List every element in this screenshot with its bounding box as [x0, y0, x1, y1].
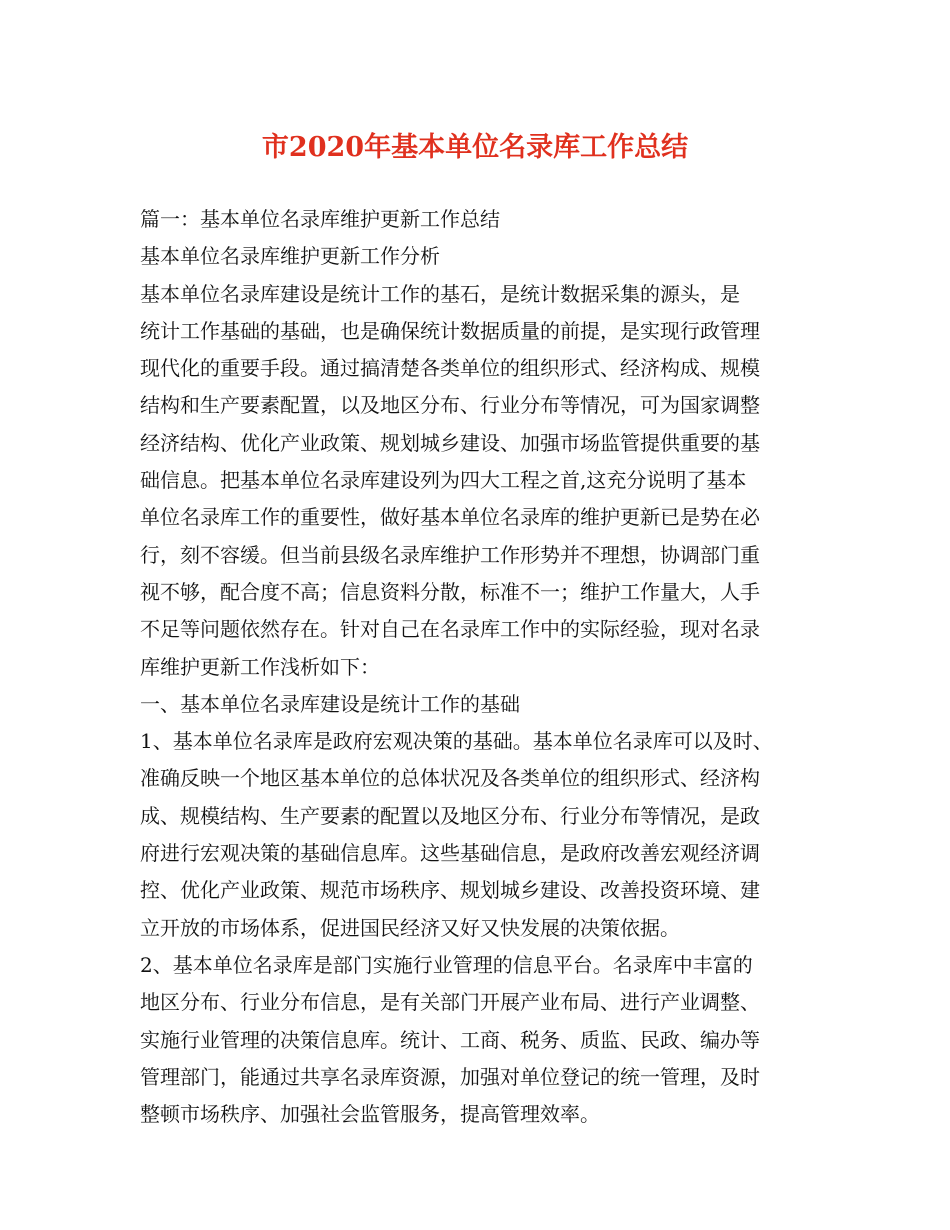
document-body [140, 201, 820, 1133]
body-line: 单位名录库工作的重要性，做好基本单位名录库的维护更新已是势在必 [140, 505, 760, 530]
body-line: 1、基本单位名录库是政府宏观决策的基础。基本单位名录库可以及时、 [140, 729, 773, 754]
body-line: 经济结构、优化产业政策、规划城乡建设、加强市场监管提供重要的基 [140, 430, 760, 455]
body-line: 地区分布、行业分布信息，是有关部门开展产业布局、进行产业调整、 [140, 990, 760, 1015]
body-line: 库维护更新工作浅析如下： [140, 654, 380, 679]
body-line: 整顿市场秩序、加强社会监管服务，提高管理效率。 [140, 1102, 600, 1127]
body-line: 管理部门，能通过共享名录库资源，加强对单位登记的统一管理，及时 [140, 1064, 760, 1089]
body-line: 2、基本单位名录库是部门实施行业管理的信息平台。名录库中丰富的 [140, 952, 753, 977]
body-line: 府进行宏观决策的基础信息库。这些基础信息，是政府改善宏观经济调 [140, 841, 760, 866]
body-line: 视不够，配合度不高；信息资料分散，标准不一；维护工作量大，人手 [140, 579, 760, 604]
body-line: 基本单位名录库维护更新工作分析 [140, 244, 440, 269]
document-title: 市2020年基本单位名录库工作总结 [261, 132, 689, 163]
body-line: 立开放的市场体系，促进国民经济又好又快发展的决策依据。 [140, 915, 680, 940]
body-line: 一、基本单位名录库建设是统计工作的基础 [140, 691, 520, 716]
body-line: 实施行业管理的决策信息库。统计、工商、税务、质监、民政、编办等 [140, 1027, 760, 1052]
body-line: 控、优化产业政策、规范市场秩序、规划城乡建设、改善投资环境、建 [140, 878, 760, 903]
body-line: 准确反映一个地区基本单位的总体状况及各类单位的组织形式、经济构 [140, 766, 760, 791]
body-line: 篇一：基本单位名录库维护更新工作总结 [140, 207, 500, 231]
body-line: 现代化的重要手段。通过搞清楚各类单位的组织形式、经济构成、规模 [140, 356, 760, 381]
body-line: 行，刻不容缓。但当前县级名录库维护工作形势并不理想，协调部门重 [140, 542, 760, 567]
body-line: 成、规模结构、生产要素的配置以及地区分布、行业分布等情况，是政 [140, 803, 760, 828]
body-line: 础信息。把基本单位名录库建设列为四大工程之首,这充分说明了基本 [140, 468, 747, 493]
body-line: 不足等问题依然存在。针对自己在名录库工作中的实际经验，现对名录 [140, 617, 760, 642]
body-line: 基本单位名录库建设是统计工作的基石，是统计数据采集的源头，是 [140, 281, 740, 306]
body-line: 统计工作基础的基础，也是确保统计数据质量的前提，是实现行政管理 [140, 318, 760, 343]
body-line: 结构和生产要素配置，以及地区分布、行业分布等情况，可为国家调整 [140, 393, 760, 418]
